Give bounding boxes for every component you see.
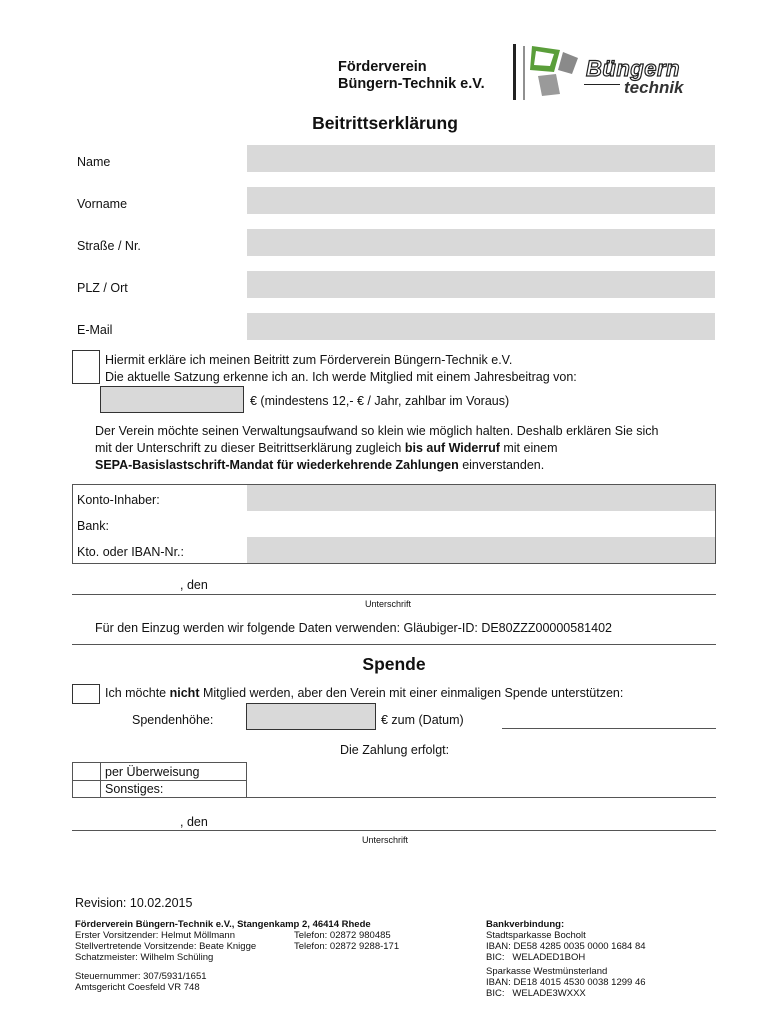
form-title: Beitrittserklärung <box>312 113 458 133</box>
membership-fee-suffix: € (mindestens 12,- € / Jahr, zahlbar im Voraus) <box>250 394 510 408</box>
spende-checkbox[interactable] <box>72 684 100 704</box>
label-email: E-Mail <box>77 323 113 337</box>
plz-ort-input[interactable] <box>247 271 715 298</box>
sepa-line2 <box>95 440 659 457</box>
footer-bank2-name: Sparkasse Westmünsterland <box>486 966 608 977</box>
logo-word-1: Büngern <box>586 56 680 81</box>
footer-role-1: Erster Vorsitzender: Helmut Möllmann <box>75 930 235 941</box>
footer-bank-title: Bankverbindung: <box>486 919 565 930</box>
footer-bank2-bic: BIC: WELADE3WXXX <box>486 988 586 999</box>
membership-line2: Die aktuelle Satzung erkenne ich an. Ich werde Mitglied mit einem Jahresbeitrag von: <box>105 370 577 384</box>
label-bank: Bank: <box>77 519 109 533</box>
signature2-caption: Unterschrift <box>361 835 408 845</box>
membership-line1: Hiermit erkläre ich meinen Beitritt zum Förderverein Büngern-Technik e.V. <box>105 353 513 367</box>
footer-row-3 <box>75 952 475 963</box>
membership-checkbox[interactable] <box>72 350 100 384</box>
footer-bank2-iban: IBAN: DE18 4015 4530 0038 1299 46 <box>486 977 646 988</box>
signature1-den: , den <box>180 578 208 592</box>
vorname-input[interactable] <box>247 187 715 214</box>
label-vorname: Vorname <box>77 197 128 211</box>
spende-amount-suffix: € zum (Datum) <box>381 713 464 727</box>
spende-title: Spende <box>362 654 426 674</box>
sepa-line2-post: mit einem <box>499 441 558 455</box>
sepa-line1: Der Verein möchte seinen Verwaltungsaufwand so klein wie möglich halten. Deshalb erklären Sie sich <box>95 424 659 438</box>
org-name-line2: Büngern-Technik e.V. <box>338 76 485 92</box>
footer-bank <box>486 919 726 999</box>
spende-text-post: Mitglied werden, aber den Verein mit einer einmaligen Spende unterstützen: <box>199 686 624 700</box>
section-divider <box>72 644 716 645</box>
sepa-line2-bold: bis auf Widerruf <box>404 441 500 455</box>
label-konto-inhaber: Konto-Inhaber: <box>77 493 160 507</box>
sepa-text <box>95 423 659 474</box>
konto-inhaber-input[interactable] <box>247 485 715 511</box>
org-name <box>338 59 485 93</box>
spende-amount-input[interactable] <box>246 703 376 730</box>
iban-input[interactable] <box>247 537 715 563</box>
signature1-caption: Unterschrift <box>364 599 411 609</box>
name-input[interactable] <box>247 145 715 172</box>
spende-text-bold: nicht <box>169 686 200 700</box>
sepa-line2-pre: mit der Unterschrift zu dieser Beitrittserklärung zugleich <box>95 441 405 455</box>
sepa-line3-post: einverstanden. <box>458 458 545 472</box>
membership-text <box>105 352 577 386</box>
footer-row-1 <box>75 930 475 941</box>
footer-org-title: Förderverein Büngern-Technik e.V., Stangenkamp 2, 46414 Rhede <box>75 919 371 930</box>
footer-bank1-bic: BIC: WELADED1BOH <box>486 952 586 963</box>
label-strasse: Straße / Nr. <box>77 239 141 253</box>
membership-fee-input[interactable] <box>100 386 244 413</box>
footer-org <box>75 919 475 993</box>
footer-phone-1: Telefon: 02872 980485 <box>294 930 391 941</box>
revision: Revision: 10.02.2015 <box>75 896 193 910</box>
footer-row-2 <box>75 941 475 952</box>
option-ueberweisung-checkbox[interactable] <box>73 763 100 780</box>
signature2-line[interactable] <box>72 830 716 831</box>
signature1-line[interactable] <box>72 594 716 595</box>
signature2-den: , den <box>180 815 208 829</box>
sepa-line3-bold: SEPA-Basislastschrift-Mandat für wiederkehrende Zahlungen <box>95 458 459 472</box>
spende-text <box>105 686 623 700</box>
option-sonstiges-label: Sonstiges: <box>105 782 164 796</box>
spende-text-pre: Ich möchte <box>105 686 170 700</box>
footer-tax-number: Steuernummer: 307/5931/1651 <box>75 971 207 982</box>
sonstiges-line[interactable] <box>247 797 716 798</box>
option-ueberweisung-label: per Überweisung <box>105 765 200 779</box>
label-plz-ort: PLZ / Ort <box>77 281 128 295</box>
creditor-id-line: Für den Einzug werden wir folgende Daten verwenden: Gläubiger-ID: DE80ZZZ00000581402 <box>95 621 612 635</box>
spende-amount-label: Spendenhöhe: <box>132 713 214 727</box>
footer-court: Amtsgericht Coesfeld VR 748 <box>75 982 200 993</box>
payment-label: Die Zahlung erfolgt: <box>340 743 450 757</box>
label-name: Name <box>77 155 111 169</box>
footer-bank1-iban: IBAN: DE58 4285 0035 0000 1684 84 <box>486 941 646 952</box>
footer-bank1-name: Stadtsparkasse Bocholt <box>486 930 586 941</box>
logo-word-2: technik <box>624 78 684 97</box>
label-iban: Kto. oder IBAN-Nr.: <box>77 545 184 559</box>
spende-date-line[interactable] <box>502 728 716 729</box>
footer-phone-2: Telefon: 02872 9288-171 <box>294 941 400 952</box>
sepa-line3 <box>95 457 659 474</box>
option-sonstiges-checkbox[interactable] <box>73 781 100 797</box>
footer-role-2: Stellvertretende Vorsitzende: Beate Knigge <box>75 941 257 952</box>
club-logo <box>520 44 690 102</box>
org-name-line1: Förderverein <box>338 59 427 75</box>
bank-input[interactable] <box>247 511 715 537</box>
header-divider <box>513 44 516 100</box>
email-input[interactable] <box>247 313 715 340</box>
logo-underline <box>584 84 620 85</box>
strasse-input[interactable] <box>247 229 715 256</box>
footer-role-3: Schatzmeister: Wilhelm Schüling <box>75 952 214 963</box>
